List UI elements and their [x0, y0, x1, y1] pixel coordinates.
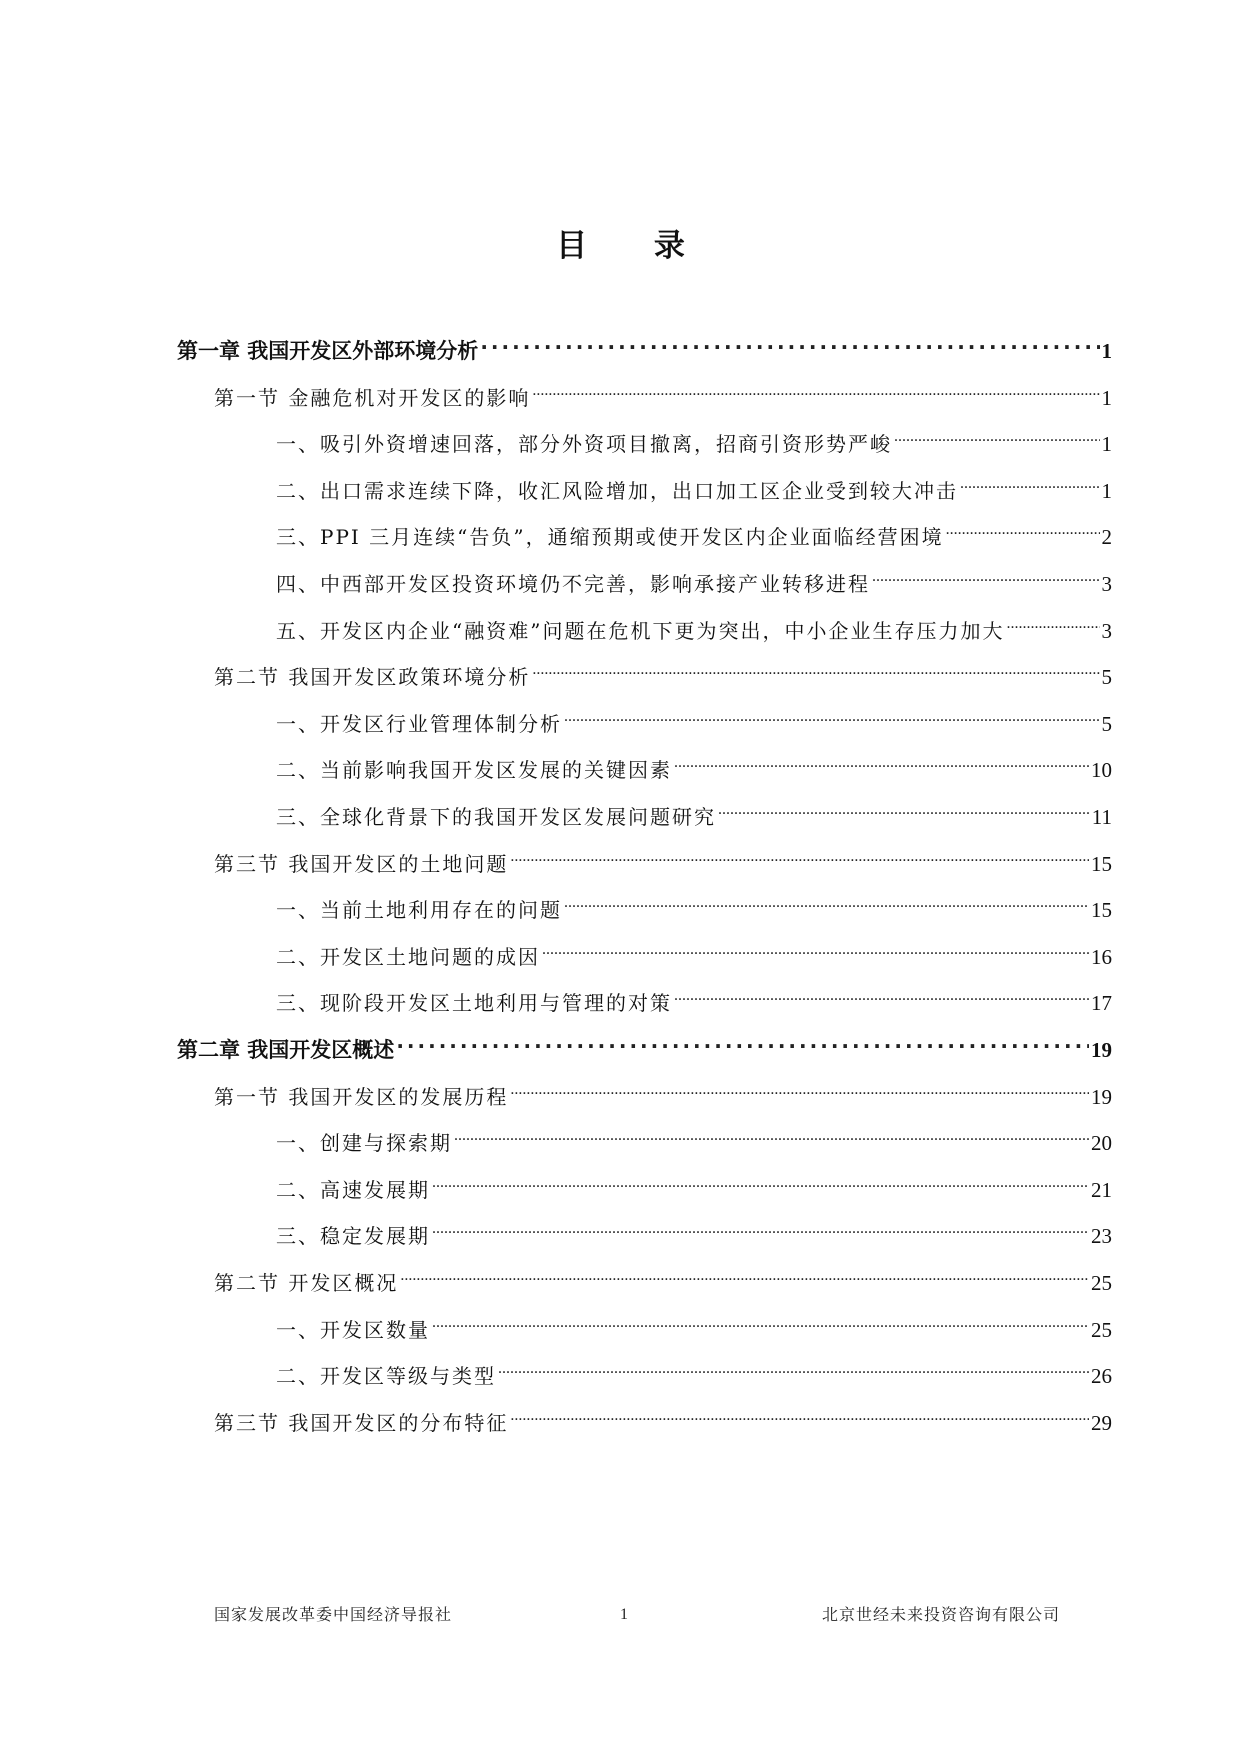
toc-entry-page-number: 5 — [1101, 665, 1112, 689]
toc-dot-leader — [674, 741, 1089, 777]
toc-dot-leader — [432, 1301, 1089, 1337]
toc-entry-page-number: 15 — [1091, 898, 1112, 922]
toc-entry-title: 第一章 我国开发区外部环境分析 — [177, 339, 479, 363]
toc-entry-title: 三、全球化背景下的我国开发区发展问题研究 — [276, 805, 716, 829]
toc-entry-level-3[interactable] — [276, 1114, 1112, 1155]
toc-entry-page-number: 11 — [1091, 805, 1112, 829]
toc-entry-page-number: 25 — [1091, 1271, 1112, 1295]
toc-dot-leader — [510, 1394, 1089, 1430]
toc-entry-page-number: 15 — [1091, 852, 1112, 876]
toc-entry-page-number: 3 — [1101, 572, 1112, 596]
toc-dot-leader — [532, 369, 1099, 405]
toc-entry-title: 四、中西部开发区投资环境仍不完善，影响承接产业转移进程 — [276, 572, 870, 596]
toc-entry-level-3[interactable] — [276, 462, 1112, 503]
toc-entry-title: 一、开发区行业管理体制分析 — [276, 712, 562, 736]
toc-entry-level-3[interactable] — [276, 695, 1112, 736]
toc-entry-title: 二、高速发展期 — [276, 1178, 430, 1202]
toc-entry-page-number: 16 — [1091, 945, 1112, 969]
toc-entry-level-3[interactable] — [276, 1347, 1112, 1388]
toc-dot-leader — [532, 648, 1099, 684]
toc-entry-level-3[interactable] — [276, 974, 1112, 1015]
toc-entry-level-3[interactable] — [276, 881, 1112, 922]
toc-entry-level-3[interactable] — [276, 928, 1112, 969]
toc-entry-level-1[interactable] — [177, 322, 1112, 363]
toc-dot-leader — [872, 555, 1100, 591]
toc-entry-level-3[interactable] — [276, 415, 1112, 456]
toc-entry-title: 第二节 我国开发区政策环境分析 — [214, 665, 531, 689]
toc-entry-level-3[interactable] — [276, 602, 1112, 643]
toc-entry-title: 一、吸引外资增速回落，部分外资项目撤离，招商引资形势严峻 — [276, 432, 892, 456]
toc-entry-page-number: 26 — [1091, 1364, 1112, 1388]
toc-entry-title: 一、当前土地利用存在的问题 — [276, 898, 562, 922]
toc-dot-leader — [674, 974, 1089, 1010]
toc-entry-title: 三、稳定发展期 — [276, 1224, 430, 1248]
toc-dot-leader — [946, 508, 1100, 544]
toc-entry-level-3[interactable] — [276, 1161, 1112, 1202]
toc-entry-page-number: 1 — [1101, 339, 1112, 363]
toc-entry-title: 二、开发区土地问题的成因 — [276, 945, 540, 969]
toc-entry-title: 第二节 开发区概况 — [214, 1271, 399, 1295]
toc-entry-page-number: 1 — [1101, 386, 1112, 410]
toc-dot-leader — [718, 788, 1090, 824]
footer-publisher: 国家发展改革委中国经济导报社 — [214, 1605, 453, 1624]
toc-entry-level-2[interactable] — [214, 648, 1112, 689]
toc-dot-leader — [564, 695, 1100, 731]
page-title: 目 录 — [556, 228, 713, 264]
toc-entry-title: 一、创建与探索期 — [276, 1131, 452, 1155]
toc-entry-level-1[interactable] — [177, 1021, 1112, 1062]
toc-dot-leader — [432, 1161, 1089, 1197]
toc-dot-leader — [542, 928, 1089, 964]
toc-entry-title: 第二章 我国开发区概述 — [177, 1038, 395, 1062]
toc-entry-title: 一、开发区数量 — [276, 1318, 430, 1342]
toc-entry-title: 第三节 我国开发区的土地问题 — [214, 852, 509, 876]
toc-entry-page-number: 3 — [1101, 619, 1112, 643]
footer-company: 北京世经未来投资咨询有限公司 — [821, 1605, 1060, 1624]
toc-entry-title: 三、现阶段开发区土地利用与管理的对策 — [276, 991, 672, 1015]
toc-dot-leader — [454, 1114, 1089, 1150]
toc-entry-level-2[interactable] — [214, 369, 1112, 410]
toc-entry-level-3[interactable] — [276, 508, 1112, 549]
toc-entry-page-number: 17 — [1091, 991, 1112, 1015]
toc-entry-page-number: 5 — [1101, 712, 1112, 736]
toc-dot-leader — [400, 1254, 1089, 1290]
toc-dot-leader — [1006, 602, 1099, 638]
toc-entry-page-number: 23 — [1091, 1224, 1112, 1248]
toc-dot-leader — [480, 322, 1099, 358]
toc-entry-page-number: 19 — [1091, 1085, 1112, 1109]
toc-dot-leader — [396, 1021, 1089, 1057]
toc-entry-title: 二、当前影响我国开发区发展的关键因素 — [276, 758, 672, 782]
toc-entry-level-3[interactable] — [276, 741, 1112, 782]
toc-dot-leader — [432, 1207, 1089, 1243]
footer-page-number: 1 — [620, 1606, 628, 1623]
toc-dot-leader — [564, 881, 1089, 917]
toc-entry-page-number: 21 — [1091, 1178, 1112, 1202]
toc-entry-title: 二、出口需求连续下降，收汇风险增加，出口加工区企业受到较大冲击 — [276, 479, 958, 503]
toc-entry-level-3[interactable] — [276, 555, 1112, 596]
toc-entry-page-number: 19 — [1091, 1038, 1112, 1062]
toc-entry-page-number: 10 — [1091, 758, 1112, 782]
toc-entry-level-3[interactable] — [276, 1301, 1112, 1342]
toc-entry-level-3[interactable] — [276, 1207, 1112, 1248]
toc-entry-page-number: 2 — [1101, 525, 1112, 549]
toc-entry-level-2[interactable] — [214, 1394, 1112, 1435]
toc-entry-page-number: 20 — [1091, 1131, 1112, 1155]
toc-entry-page-number: 1 — [1101, 479, 1112, 503]
toc-dot-leader — [510, 1068, 1089, 1104]
toc-entry-page-number: 1 — [1101, 432, 1112, 456]
toc-entry-level-2[interactable] — [214, 1254, 1112, 1295]
toc-entry-title: 第一节 我国开发区的发展历程 — [214, 1085, 509, 1109]
page-footer — [0, 1600, 1241, 1630]
toc-entry-page-number: 25 — [1091, 1318, 1112, 1342]
toc-entry-level-2[interactable] — [214, 1068, 1112, 1109]
toc-dot-leader — [960, 462, 1100, 498]
toc-entry-title: 二、开发区等级与类型 — [276, 1364, 496, 1388]
toc-dot-leader — [498, 1347, 1089, 1383]
toc-dot-leader — [510, 835, 1089, 871]
toc-entry-title: 五、开发区内企业“融资难”问题在危机下更为突出，中小企业生存压力加大 — [276, 619, 1005, 643]
toc-entry-level-2[interactable] — [214, 835, 1112, 876]
toc-entry-title: 第一节 金融危机对开发区的影响 — [214, 386, 531, 410]
toc-entry-title: 三、PPI 三月连续“告负”，通缩预期或使开发区内企业面临经营困境 — [276, 525, 944, 549]
toc-entry-title: 第三节 我国开发区的分布特征 — [214, 1411, 509, 1435]
toc-dot-leader — [894, 415, 1100, 451]
toc-entry-page-number: 29 — [1091, 1411, 1112, 1435]
toc-entry-level-3[interactable] — [276, 788, 1112, 829]
